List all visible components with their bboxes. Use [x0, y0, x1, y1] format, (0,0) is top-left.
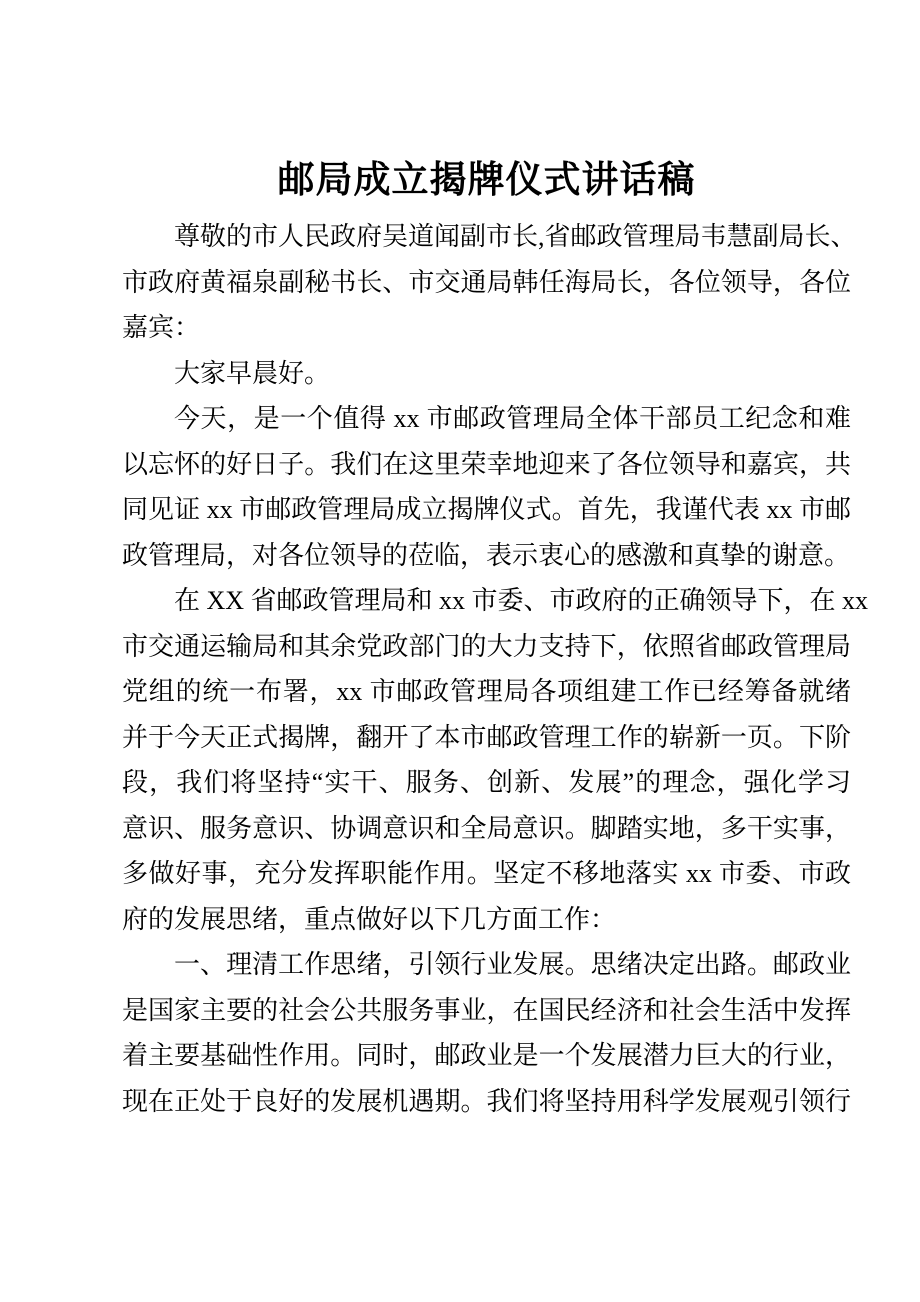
paragraph — [122, 351, 851, 397]
text-line: 一、理清工作思绪，引领行业发展。思绪决定出路。邮政业 — [174, 950, 851, 979]
text-line: 今天，是一个值得 xx 市邮政管理局全体干部员工纪念和难 — [174, 404, 851, 433]
paragraph — [122, 578, 869, 942]
text-line: 现在正处于良好的发展机遇期。我们将坚持用科学发展观引领行 — [122, 1086, 851, 1116]
text-line: 段，我们将坚持“实干、服务、创新、发展”的理念，强化学习 — [122, 768, 851, 797]
text-line: 是国家主要的社会公共服务事业，在国民经济和社会生活中发挥 — [122, 995, 851, 1025]
text-line: 在 XX 省邮政管理局和 xx 市委、市政府的正确领导下，在 xx — [174, 586, 869, 615]
text-line: 党组的统一布署，xx 市邮政管理局各项组建工作已经筹备就绪 — [122, 677, 851, 706]
text-line: 意识、服务意识、协调意识和全局意识。脚踏实地，多干实事， — [122, 813, 851, 843]
text-line: 尊敬的市人民政府吴道闻副市长,省邮政管理局韦慧副局长、 — [174, 222, 857, 251]
text-line: 同见证 xx 市邮政管理局成立揭牌仪式。首先，我谨代表 xx 市邮 — [122, 495, 851, 524]
text-line: 多做好事，充分发挥职能作用。坚定不移地落实 xx 市委、市政 — [122, 859, 851, 888]
text-line: 着主要基础性作用。同时，邮政业是一个发展潜力巨大的行业， — [122, 1041, 851, 1070]
text-line: 并于今天正式揭牌，翻开了本市邮政管理工作的崭新一页。下阶 — [122, 722, 851, 752]
paragraph — [122, 214, 857, 351]
text-line: 政管理局，对各位领导的莅临，表示衷心的感激和真挚的谢意。 — [122, 540, 851, 570]
paragraph — [122, 942, 851, 1124]
paragraph — [122, 396, 851, 578]
text-line: 嘉宾： — [122, 313, 201, 342]
text-line: 市政府黄福泉副秘书长、市交通局韩任海局长，各位领导，各位 — [122, 267, 851, 297]
document-title: 邮局成立揭牌仪式讲话稿 — [277, 160, 696, 201]
document-body — [122, 214, 869, 1124]
text-line: 府的发展思绪，重点做好以下几方面工作： — [122, 904, 617, 934]
text-line: 大家早晨好。 — [174, 358, 331, 388]
text-line: 以忘怀的好日子。我们在这里荣幸地迎来了各位领导和嘉宾，共 — [122, 449, 851, 479]
text-line: 市交通运输局和其余党政部门的大力支持下，依照省邮政管理局 — [122, 631, 851, 661]
